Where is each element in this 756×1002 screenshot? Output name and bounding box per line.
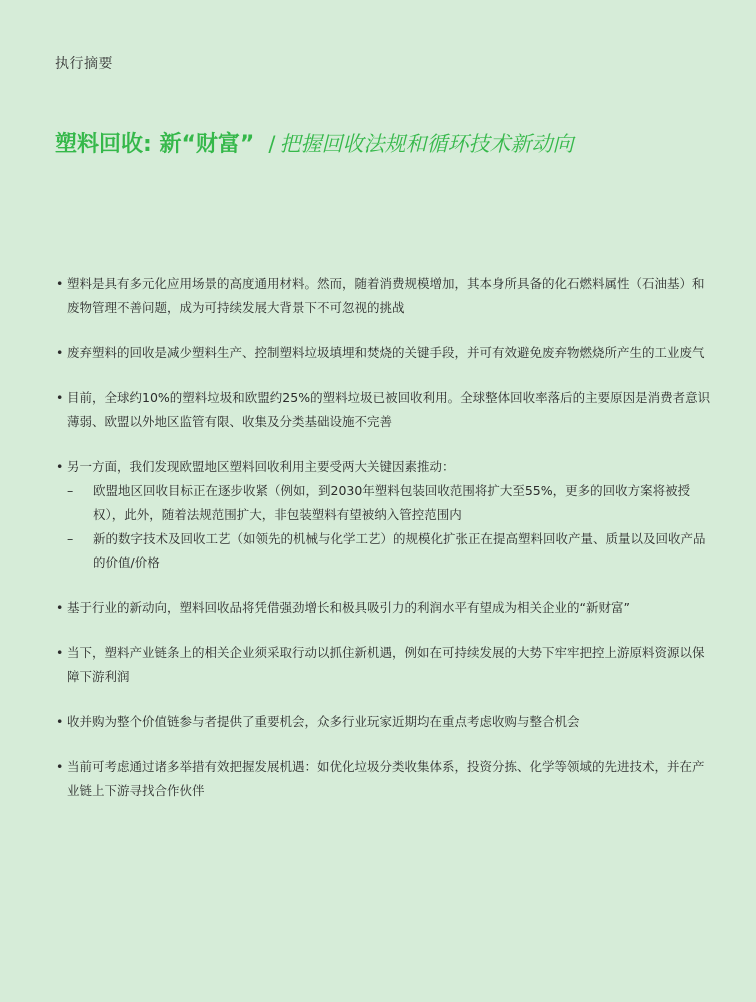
bullet-item: [55, 386, 715, 434]
sub-bullet-item: [67, 479, 715, 527]
bullet-text: 当下，塑料产业链条上的相关企业须采取行动以抓住新机遇，例如在可持续发展的大势下牢牢把控上游原料资源以保障下游利润: [67, 645, 705, 684]
bullet-text: 废弃塑料的回收是减少塑料生产、控制塑料垃圾填埋和焚烧的关键手段，并可有效避免废弃物燃烧所产生的工业废气: [67, 345, 705, 360]
bullet-dot: •: [56, 645, 64, 660]
sub-bullet-dash: –: [67, 531, 74, 546]
bullet-text: 当前可考虑通过诸多举措有效把握发展机遇：如优化垃圾分类收集体系，投资分拣、化学等领域的先进技术，并在产业链上下游寻找合作伙伴: [67, 759, 705, 798]
sub-bullet-text: 新的数字技术及回收工艺（如领先的机械与化学工艺）的规模化扩张正在提高塑料回收产量、质量以及回收产品的价值/价格: [93, 531, 706, 570]
bullet-dot: •: [56, 759, 64, 774]
bullet-dot: •: [56, 714, 64, 729]
bullet-item: [55, 755, 715, 803]
bullet-text: 另一方面，我们发现欧盟地区塑料回收利用主要受两大关键因素推动：: [67, 459, 455, 474]
headline: [55, 128, 573, 162]
bullet-text: 收并购为整个价值链参与者提供了重要机会，众多行业玩家近期均在重点考虑收购与整合机会: [67, 714, 580, 729]
bullet-dot: •: [56, 390, 64, 405]
headline-title: 塑料回收: 新“财富”: [55, 132, 255, 157]
sub-bullet-dash: –: [67, 483, 74, 498]
bullet-item: [55, 710, 715, 734]
bullet-dot: •: [56, 276, 64, 291]
bullet-item: [55, 641, 715, 689]
bullet-item: [55, 272, 715, 320]
bullet-item: [55, 455, 715, 575]
sub-bullet-list: [67, 479, 715, 575]
bullet-item: [55, 596, 715, 620]
bullet-dot: •: [56, 459, 64, 474]
headline-subtitle: 把握回收法规和循环技术新动向: [279, 132, 574, 156]
bullet-dot: •: [56, 600, 64, 615]
bullet-text: 基于行业的新动向，塑料回收品将凭借强劲增长和极具吸引力的利润水平有望成为相关企业的“新财富”: [67, 600, 630, 615]
bullet-dot: •: [56, 345, 64, 360]
sub-bullet-text: 欧盟地区回收目标正在逐步收紧（例如，到2030年塑料包装回收范围将扩大至55%，更多的回收方案将被授权），此外，随着法规范围扩大，非包装塑料有望被纳入管控范围内: [93, 483, 691, 522]
bullet-list: [55, 272, 715, 824]
bullet-text: 塑料是具有多元化应用场景的高度通用材料。然而，随着消费规模增加，其本身所具备的化石燃料属性（石油基）和废物管理不善问题，成为可持续发展大背景下不可忽视的挑战: [67, 276, 705, 315]
bullet-item: [55, 341, 715, 365]
bullet-text: 目前，全球约10%的塑料垃圾和欧盟约25%的塑料垃圾已被回收利用。全球整体回收率落后的主要原因是消费者意识薄弱、欧盟以外地区监管有限、收集及分类基础设施不完善: [67, 390, 711, 429]
headline-separator: /: [268, 132, 276, 156]
section-label: 执行摘要: [55, 56, 113, 72]
sub-bullet-item: [67, 527, 715, 575]
